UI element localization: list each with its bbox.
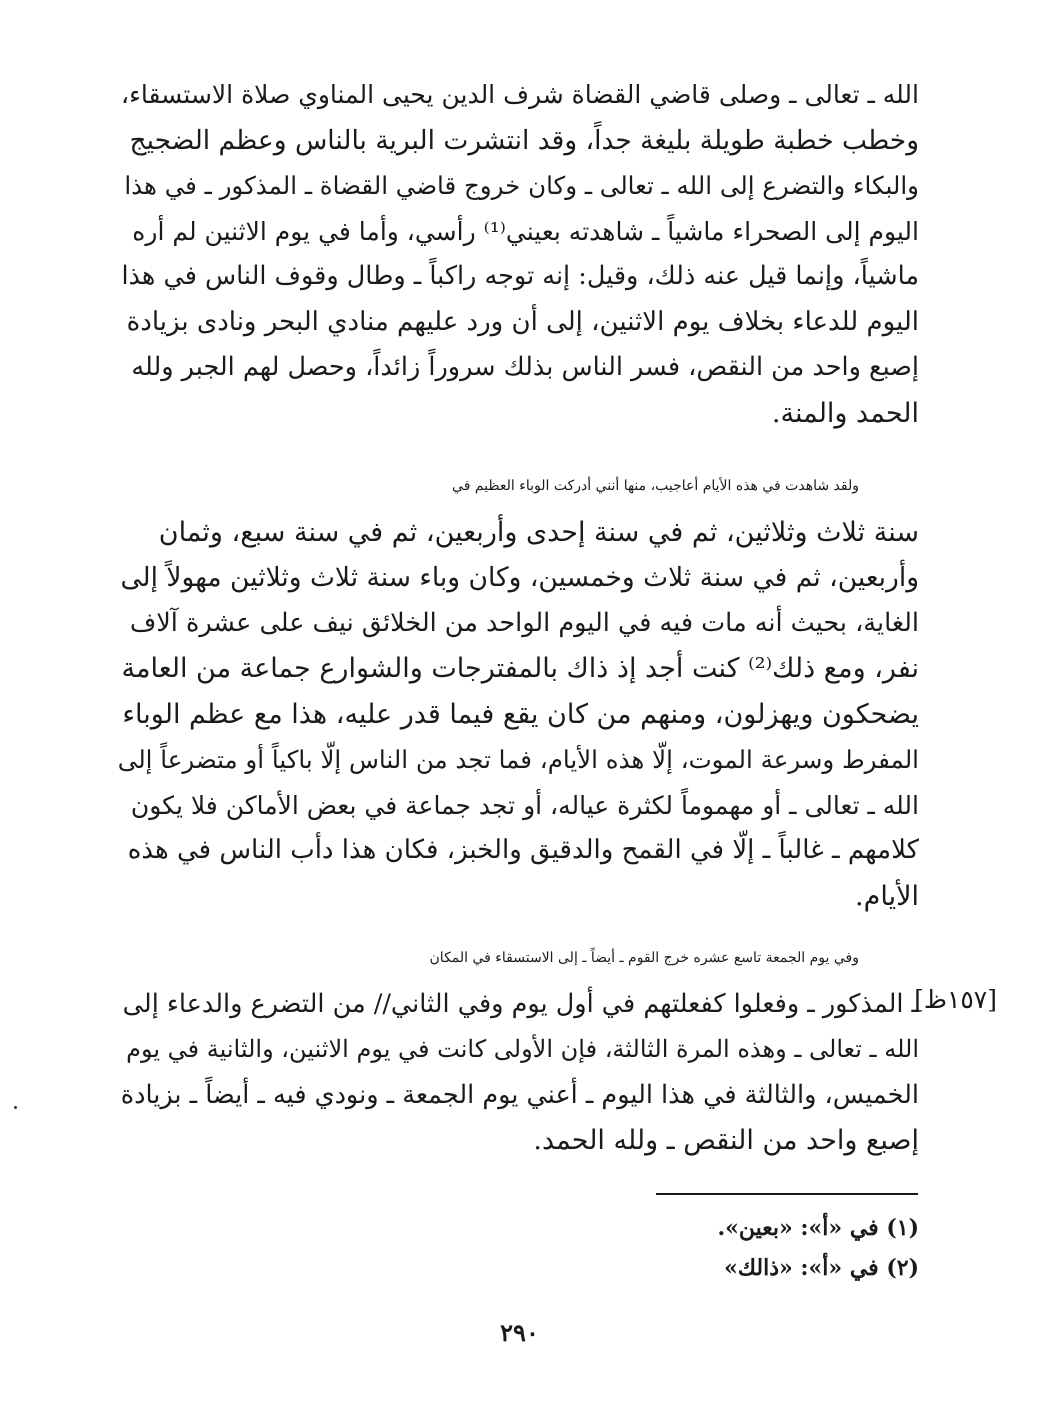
text-line: وفي يوم الجمعة تاسع عشره خرج القوم ـ أيضاً ـ إلى الاستسقاء في المكان [429, 950, 859, 966]
text-line: الحمد والمنة. [771, 397, 919, 429]
text-line: الخميس، والثالثة في هذا اليوم ـ أعني يوم الجمعة ـ ونودي فيه ـ أيضاً ـ بزيادة [120, 1079, 919, 1110]
text-line: إصبع واحد من النقص ـ ولله الحمد. [533, 1125, 919, 1156]
text-line: اليوم إلى الصحراء ماشياً ـ شاهدته بعيني⁽¹⁾ رأسي، وأما في يوم الاثنين لم أره [132, 216, 919, 246]
text-line: نفر، ومع ذلك⁽²⁾ كنت أجد إذ ذاك بالمفترجات والشوارع جماعة من العامة [121, 653, 919, 684]
text-line: إصبع واحد من النقص، فسر الناس بذلك سروراً زائداً، وحصل لهم الجبر ولله [131, 352, 919, 382]
paragraph-3 [119, 936, 919, 1164]
text-line: المفرط وسرعة الموت، إلّا هذه الأيام، فما تجد من الناس إلّا باكياً أو متضرعاً إلى [117, 745, 919, 774]
footnote-1: (١) في «أ»: «بعين». [717, 1215, 919, 1241]
text-line: الله ـ تعالى ـ وصلى قاضي القضاة شرف الدين يحيى المناوي صلاة الاستسقاء، [121, 80, 919, 109]
text-line: وأربعين، ثم في سنة ثلاث وخمسين، وكان وباء سنة ثلاث وثلاثين مهولاً إلى [120, 562, 919, 593]
text-line: الأيام. [855, 880, 919, 912]
text-line: ـ المذكور ـ وفعلوا كفعلتهم في أول يوم وفي الثاني// من التضرع والدعاء إلى [122, 988, 919, 1019]
scan-speck [14, 1106, 17, 1109]
text-line: اليوم للدعاء بخلاف يوم الاثنين، إلى أن ورد عليهم منادي البحر ونادى بزيادة [126, 306, 919, 337]
text-line: ماشياً، وإنما قيل عنه ذلك، وقيل: إنه توجه راكباً ـ وطال وقوف الناس في هذا [121, 261, 919, 291]
text-line: والبكاء والتضرع إلى الله ـ تعالى ـ وكان خروج قاضي القضاة ـ المذكور ـ في هذا [124, 171, 919, 200]
text-line: سنة ثلاث وثلاثين، ثم في سنة إحدى وأربعين، ثم في سنة سبع، وثمان [158, 516, 919, 548]
text-line: ولقد شاهدت في هذه الأيام أعاجيب، منها أنني أدركت الوباء العظيم في [452, 478, 859, 494]
text-line: الله ـ تعالى ـ أو مهموماً لكثرة عياله، أو تجد جماعة في بعض الأماكن فلا يكون [130, 790, 919, 820]
text-line: كلامهم ـ غالباً ـ إلّا في القمح والدقيق والخبز، فكان هذا دأب الناس في هذه [127, 835, 919, 865]
text-line: وخطب خطبة طويلة بليغة جداً، وقد انتشرت البرية بالناس وعظم الضجيج [129, 124, 919, 156]
text-line: يضحكون ويهزلون، ومنهم من كان يقع فيما قدر عليه، هذا مع عظم الوباء [122, 698, 919, 730]
footnotes [499, 1208, 919, 1288]
footnote-2: (٢) في «أ»: «ذالك» [724, 1255, 919, 1281]
text-line: الله ـ تعالى ـ وهذه المرة الثالثة، فإن الأولى كانت في يوم الاثنين، والثانية في يوم [126, 1035, 919, 1063]
page-number: ٢٩٠ [500, 1318, 539, 1347]
paragraph-1 [119, 72, 919, 436]
text-line: الغاية، بحيث أنه مات فيه في اليوم الواحد من الخلائق نيف على عشرة آلاف [129, 607, 919, 638]
footnote-divider [656, 1193, 918, 1195]
manuscript-folio-marker: [١٥٧ظ] [914, 985, 997, 1014]
paragraph-2 [119, 464, 919, 919]
